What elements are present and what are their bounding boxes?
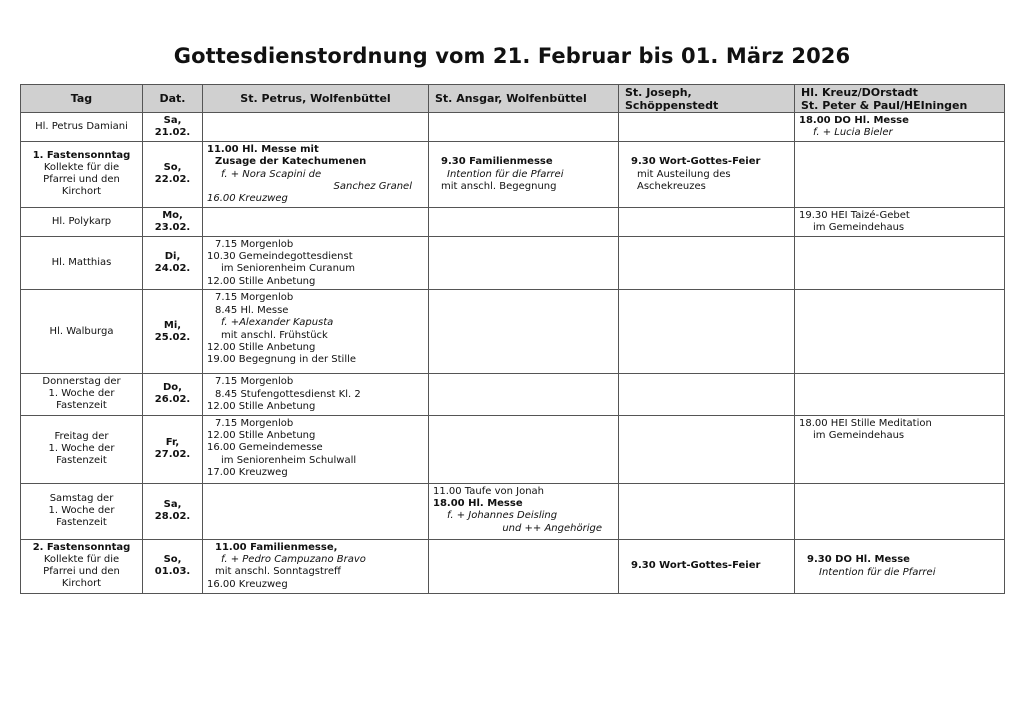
cell-ansgar [429,483,619,539]
header-row [21,85,1005,113]
cell-day [21,207,143,236]
header-st-joseph-line1: St. Joseph, [625,85,692,99]
day-line: 1. Woche der [48,388,115,400]
page-title: Gottesdienstordnung vom 21. Februar bis 01. März 2026 [173,44,851,68]
event-line: 16.00 Kreuzweg [207,578,288,590]
event-line: 7.15 Morgenlob [215,376,294,388]
cell-petrus [203,290,429,374]
event-line: im Seniorenheim Curanum [221,263,355,275]
event-line: mit anschl. Sonntagstreff [215,566,341,578]
cell-day [21,141,143,207]
event-line: 9.30 DO Hl. Messe [807,554,910,566]
cell-kreuz [795,113,1005,142]
cell-day [21,113,143,142]
cell-petrus [203,236,429,290]
cell-joseph [619,415,795,483]
day-line: Hl. Walburga [49,325,114,337]
cell-kreuz [795,236,1005,290]
date-line: 27.02. [154,449,191,460]
event-line: f. + Pedro Campuzano Bravo [221,553,366,565]
event-line: 9.30 Familienmesse [441,156,553,168]
cell-ansgar [429,113,619,142]
date-line: 23.02. [154,221,191,233]
event-line: Sanchez Granel [333,181,412,193]
cell-kreuz [795,207,1005,236]
day-line: 2. Fastensonntag [32,542,131,553]
cell-joseph [619,113,795,142]
event-line: f. + Nora Scapini de [221,168,322,180]
event-line: 19.00 Begegnung in der Stille [207,354,357,366]
schedule-row [21,539,1005,593]
event-line: Aschekreuzes [637,181,706,193]
event-line: 7.15 Morgenlob [215,417,294,429]
cell-petrus [203,415,429,483]
schedule-row [21,415,1005,483]
date-line: Di, [164,250,181,262]
event-line: 17.00 Kreuzweg [207,467,288,479]
date-line: So, [163,162,182,174]
schedule-row [21,236,1005,290]
day-line: Kirchort [61,186,102,198]
event-line: und ++ Angehörige [502,522,602,534]
date-line: Sa, [163,499,182,510]
event-line: 12.00 Stille Anbetung [207,429,316,441]
event-line: im Seniorenheim Schulwall [221,454,357,466]
cell-date [143,207,203,236]
event-line: 16.00 Kreuzweg [207,193,288,205]
event-line: 18.00 HEI Stille Meditation [799,417,932,429]
cell-joseph [619,483,795,539]
header-st-ansgar: St. Ansgar, Wolfenbüttel [429,85,619,113]
date-line: Mi, [163,319,182,331]
event-line: 11.00 Taufe von Jonah [433,485,545,497]
cell-kreuz [795,483,1005,539]
event-line: 8.45 Stufengottesdienst Kl. 2 [215,388,361,400]
cell-date [143,483,203,539]
day-line: Kirchort [61,578,102,589]
date-line: Sa, [163,114,182,126]
day-line: Donnerstag der [42,376,121,388]
cell-kreuz [795,539,1005,593]
cell-ansgar [429,374,619,415]
schedule-row [21,374,1005,415]
day-line: Samstag der [49,493,114,504]
cell-ansgar [429,539,619,593]
event-line: f. + Johannes Deisling [447,510,558,522]
cell-date [143,236,203,290]
cell-kreuz [795,374,1005,415]
event-line: 18.00 Hl. Messe [433,497,523,509]
header-date: Dat. [143,85,203,113]
cell-ansgar [429,415,619,483]
date-line: Fr, [165,437,180,448]
day-line: Fastenzeit [56,517,107,528]
cell-date [143,290,203,374]
event-line: mit anschl. Begegnung [441,181,557,193]
event-line: Intention für die Pfarrei [819,566,936,578]
header-st-joseph-line2: Schöppenstedt [625,98,719,112]
date-line: 24.02. [154,262,191,274]
day-line: Hl. Matthias [51,256,112,268]
header-st-joseph [619,85,795,113]
cell-joseph [619,290,795,374]
cell-joseph [619,207,795,236]
event-line: 16.00 Gemeindemesse [207,442,323,454]
cell-day [21,483,143,539]
date-line: 21.02. [154,126,191,138]
cell-joseph [619,374,795,415]
cell-kreuz [795,141,1005,207]
event-line: 8.45 Hl. Messe [215,304,289,316]
event-line: 12.00 Stille Anbetung [207,341,316,353]
day-line: 1. Woche der [48,505,115,516]
day-line: Fastenzeit [56,400,107,412]
event-line: 12.00 Stille Anbetung [207,275,316,287]
event-line: mit anschl. Frühstück [221,329,328,341]
event-line: 9.30 Wort-Gottes-Feier [631,560,761,572]
day-line: 1. Fastensonntag [32,150,131,162]
cell-day [21,236,143,290]
cell-ansgar [429,141,619,207]
cell-petrus [203,113,429,142]
cell-joseph [619,539,795,593]
event-line: 11.00 Familienmesse, [215,541,338,553]
schedule-row [21,483,1005,539]
cell-petrus [203,483,429,539]
cell-petrus [203,539,429,593]
date-line: 28.02. [154,511,191,522]
event-line: Zusage der Katechumenen [215,156,367,168]
header-st-petrus: St. Petrus, Wolfenbüttel [203,85,429,113]
day-line: Hl. Polykarp [51,215,112,227]
date-line: 22.02. [154,174,191,186]
event-line: 10.30 Gemeindegottesdienst [207,251,353,263]
cell-petrus [203,141,429,207]
day-line: Fastenzeit [56,455,107,466]
event-line: 19.30 HEI Taizé-Gebet [799,209,910,221]
event-line: Intention für die Pfarrei [447,168,564,180]
event-line: im Gemeindehaus [813,222,905,234]
cell-petrus [203,207,429,236]
cell-day [21,374,143,415]
date-line: So, [163,554,182,565]
day-line: Pfarrei und den [43,174,120,186]
cell-day [21,415,143,483]
event-line: 12.00 Stille Anbetung [207,401,316,413]
event-line: f. +Alexander Kapusta [221,317,334,329]
header-hl-kreuz-line2: St. Peter & Paul/HEIningen [801,98,968,112]
event-line: 7.15 Morgenlob [215,292,294,304]
event-line: 7.15 Morgenlob [215,238,294,250]
day-line: Kollekte für die [43,554,120,565]
date-line: Mo, [162,209,183,221]
date-line: 26.02. [154,394,191,406]
event-line: 9.30 Wort-Gottes-Feier [631,156,761,168]
header-tag: Tag [21,85,143,113]
day-line: Hl. Petrus Damiani [35,120,128,132]
day-line: Freitag der [54,431,109,442]
cell-ansgar [429,207,619,236]
event-line: 11.00 Hl. Messe mit [207,143,319,155]
cell-ansgar [429,236,619,290]
cell-date [143,141,203,207]
cell-date [143,415,203,483]
day-line: Pfarrei und den [43,566,120,577]
cell-joseph [619,141,795,207]
schedule-row [21,141,1005,207]
day-line: Kollekte für die [43,162,120,174]
cell-day [21,290,143,374]
service-schedule-table [20,84,1005,594]
cell-kreuz [795,415,1005,483]
date-line: Do, [163,382,182,394]
day-line: 1. Woche der [48,443,115,454]
cell-date [143,113,203,142]
cell-kreuz [795,290,1005,374]
date-line: 25.02. [154,331,191,343]
cell-date [143,539,203,593]
event-line: mit Austeilung des [637,168,731,180]
schedule-row [21,290,1005,374]
event-line: 18.00 DO Hl. Messe [799,115,909,126]
event-line: im Gemeindehaus [813,429,905,441]
cell-ansgar [429,290,619,374]
schedule-row [21,113,1005,142]
cell-date [143,374,203,415]
cell-joseph [619,236,795,290]
cell-day [21,539,143,593]
header-hl-kreuz [795,85,1005,113]
date-line: 01.03. [154,566,191,577]
schedule-row [21,207,1005,236]
event-line: f. + Lucia Bieler [813,127,893,139]
header-hl-kreuz-line1: Hl. Kreuz/DOrstadt [801,85,918,99]
cell-petrus [203,374,429,415]
